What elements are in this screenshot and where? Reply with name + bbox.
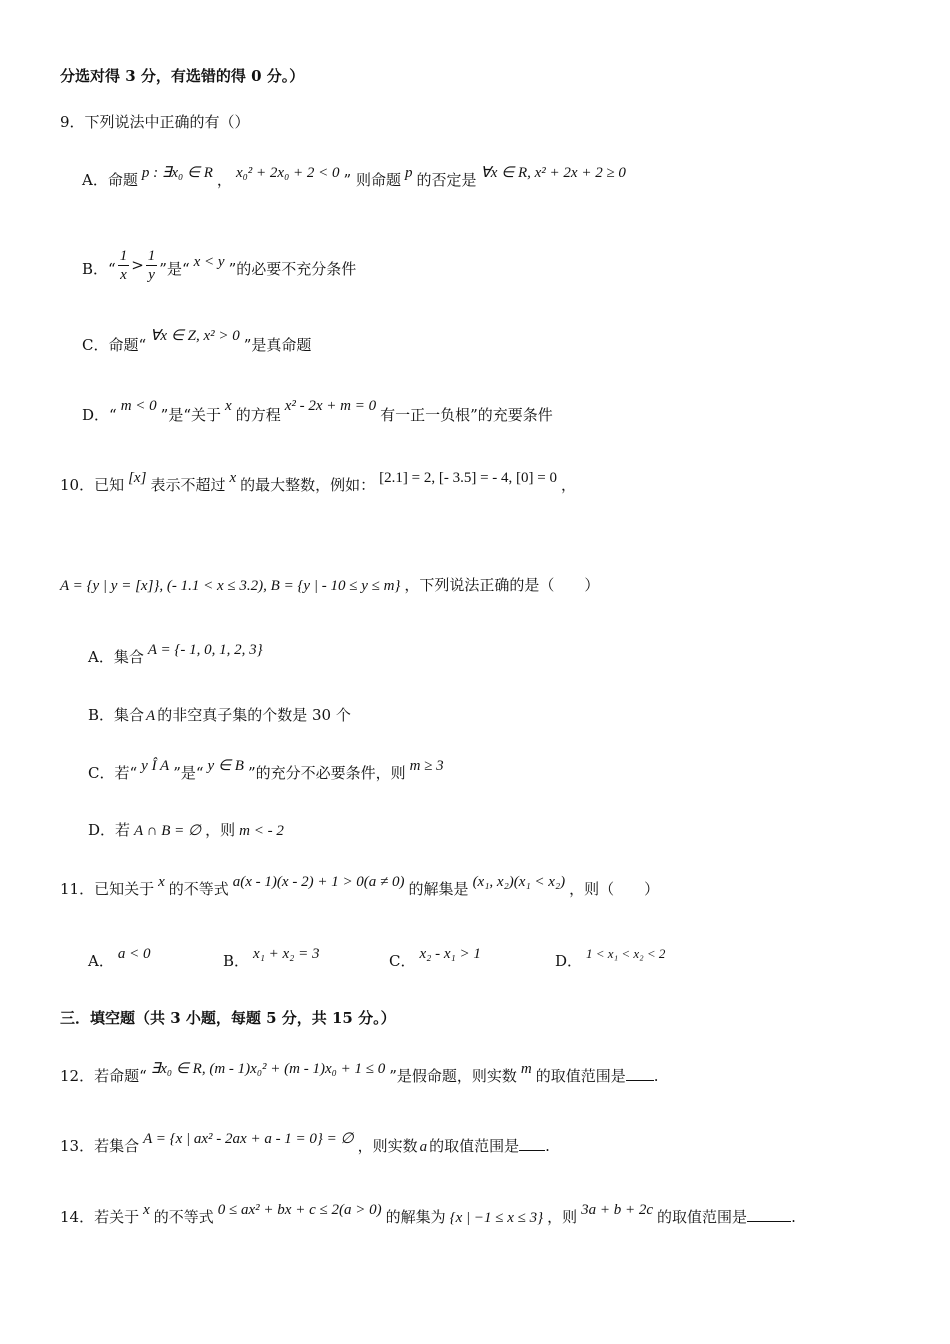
q14-math-ineq: 0 ≤ ax² + bx + c ≤ 2(a > 0)	[217, 1202, 382, 1218]
q11-text3: ，则（ ）	[569, 880, 660, 898]
q9-d-label: D．“	[82, 406, 117, 424]
q14-math-x: x	[143, 1202, 150, 1218]
q9-option-c	[82, 328, 312, 356]
q14-answer-blank[interactable]	[747, 1207, 791, 1222]
q9-d-math-eq: x² - 2x + m = 0	[284, 398, 377, 414]
q10-c-text1: ”是“	[173, 764, 204, 782]
q10-b-label: B．集合	[88, 706, 145, 724]
q10-d-label: D．若	[88, 821, 131, 839]
q12-math-prop: ∃x₀ ∈ R, (m - 1)x₀² + (m - 1)x₀ + 1 ≤ 0	[150, 1061, 386, 1077]
q10-d-math-ab: A ∩ B = ∅	[134, 823, 202, 839]
q14-math-expr: 3a + b + 2c	[581, 1202, 654, 1218]
q14-math-set: {x | −1 ≤ x ≤ 3}	[449, 1210, 544, 1226]
q14-end: .	[791, 1208, 796, 1226]
q14-stem	[60, 1202, 796, 1228]
q10-c-math-y: y Î A	[141, 758, 170, 774]
q14-text4: 的取值范围是	[657, 1208, 748, 1226]
q9-option-b	[82, 248, 357, 288]
q9-c-math: ∀x ∈ Z, x² > 0	[150, 328, 240, 344]
q10-stem-a: 10．已知	[60, 476, 125, 494]
q10-a-label: A．集合	[88, 648, 144, 666]
q11-option-b	[223, 946, 324, 971]
q11-option-d	[555, 946, 669, 971]
q13-end: .	[545, 1137, 550, 1155]
q9-d-text1: ”是“关于	[160, 406, 222, 424]
q9-b-frac-1	[118, 248, 130, 284]
q10-text1: 表示不超过	[150, 476, 226, 494]
q9-d-text3: 有一正一负根”的充要条件	[380, 406, 553, 424]
q9-b-frac-2	[146, 248, 158, 284]
q10-a-math: A = {- 1, 0, 1, 2, 3}	[147, 642, 263, 658]
q10-c-math-b: y ∈ B	[207, 758, 244, 774]
q14-text3: ，则	[547, 1208, 578, 1226]
q13-text1: ，则实数	[357, 1137, 418, 1155]
q10-b-text1: 的非空真子集的个数是 30 个	[157, 706, 351, 724]
q9-c-label: C．命题“	[82, 336, 147, 354]
q9-a-math-ineq: x₀² + 2x₀ + 2 < 0	[235, 165, 340, 181]
q9-b-num1: 1	[119, 248, 128, 264]
q9-b-text2: ”的必要不充分条件	[228, 260, 357, 278]
q11-math-interval: (x₁, x₂)(x₁ < x₂)	[472, 874, 566, 890]
q11-d-label: D．	[555, 952, 583, 970]
q12-text1: ”是假命题，则实数	[389, 1067, 517, 1085]
q12-text2: 的取值范围是	[535, 1067, 626, 1085]
q10-d-math-m: m < - 2	[239, 823, 284, 839]
q11-b-label: B．	[223, 952, 250, 970]
q9-a-math-p2: p	[404, 165, 413, 181]
q12-end: .	[653, 1067, 659, 1085]
q9-b-math-xy: x < y	[193, 254, 225, 270]
q9-b-text1: ”是“	[159, 260, 190, 278]
q9-option-d	[82, 398, 553, 426]
q11-option-c	[389, 946, 485, 971]
q9-stem: 9．下列说法中正确的有（）	[60, 113, 250, 131]
q12-stem-a: 12．若命题“	[60, 1067, 147, 1085]
q9-a-text3: 的否定是	[416, 171, 477, 189]
q11-math-ineq: a(x - 1)(x - 2) + 1 > 0(a ≠ 0)	[232, 874, 405, 890]
q11-b-math: x₁ + x₂ = 3	[253, 946, 320, 962]
q9-a-math-neg: ∀x ∈ R, x² + 2x + 2 ≥ 0	[480, 165, 626, 181]
q11-a-math: a < 0	[117, 946, 151, 962]
q9-b-gt: >	[131, 256, 144, 274]
q13-answer-blank[interactable]	[519, 1136, 545, 1151]
q9-d-text2: 的方程	[235, 406, 281, 424]
q13-math-a: a	[419, 1139, 428, 1155]
q9-a-text2: ” 则命题	[343, 171, 401, 189]
q9-b-num2: 1	[147, 248, 156, 264]
q11-d-math: 1 < x₁ < x₂ < 2	[586, 946, 666, 961]
q12-math-m: m	[520, 1061, 532, 1077]
q9-c-text1: ”是真命题	[243, 336, 312, 354]
q13-stem-a: 13．若集合	[60, 1137, 140, 1155]
q11-text1: 的不等式	[168, 880, 229, 898]
q11-a-label: A．	[88, 952, 114, 970]
q9-a-label: A．命题	[82, 171, 138, 189]
q10-c-label: C．若“	[88, 764, 138, 782]
q9-d-math-x: x	[225, 398, 232, 414]
q14-text2: 的解集为	[385, 1208, 446, 1226]
q10-math-sets: A = {y | y = [x]}, (- 1.1 < x ≤ 3.2), B = {y | - 10 ≤ y ≤ m}	[60, 578, 401, 594]
q10-text3: ，	[560, 476, 576, 494]
q9-option-a	[82, 165, 630, 191]
q10-option-b	[88, 705, 351, 726]
q13-math-set: A = {x | ax² - 2ax + a - 1 = 0} = ∅	[143, 1131, 354, 1147]
q12-stem	[60, 1061, 659, 1087]
q10-c-math-m: m ≥ 3	[409, 758, 444, 774]
q11-c-label: C．	[389, 952, 416, 970]
q10-c-text2: ”的充分不必要条件，则	[247, 764, 406, 782]
q10-math-floor: [x]	[128, 470, 147, 486]
q10-option-a	[88, 642, 267, 668]
q10-line2-text: ，下列说法正确的是（ ）	[404, 576, 600, 594]
q13-text2: 的取值范围是	[429, 1137, 520, 1155]
q9-a-comma: ，	[216, 171, 232, 189]
q12-answer-blank[interactable]	[626, 1066, 654, 1081]
q10-math-x: x	[229, 470, 237, 486]
q10-option-d	[88, 820, 288, 841]
q13-stem	[60, 1131, 550, 1157]
q9-b-den1: x	[120, 267, 127, 283]
q10-d-text1: ，则	[205, 821, 236, 839]
q11-stem-a: 11．已知关于	[60, 880, 155, 898]
q10-math-examples: [2.1] = 2, [- 3.5] = - 4, [0] = 0	[379, 470, 557, 486]
q11-text2: 的解集是	[408, 880, 469, 898]
q9-a-math-p: p : ∃x₀ ∈ R	[141, 165, 213, 181]
q10-b-math: A	[146, 708, 156, 724]
q11-math-x: x	[158, 874, 165, 890]
section-3-heading: 三．填空题（共 3 小题，每题 5 分，共 15 分。）	[60, 1009, 396, 1027]
q10-option-c	[88, 758, 448, 784]
q11-option-a	[88, 946, 154, 971]
q9-b-label: B．“	[82, 260, 116, 278]
q9-b-den2: y	[148, 267, 155, 283]
q14-text1: 的不等式	[153, 1208, 214, 1226]
q10-stem-line2	[60, 575, 599, 596]
q11-c-math: x₂ - x₁ > 1	[419, 946, 481, 962]
section-note: 分选对得 3 分，有选错的得 0 分。）	[60, 67, 305, 85]
q11-stem	[60, 874, 660, 900]
q10-stem	[60, 470, 576, 496]
q14-stem-a: 14．若关于	[60, 1208, 140, 1226]
q10-text2: 的最大整数，例如：	[240, 476, 376, 494]
q9-d-math-m: m < 0	[120, 398, 157, 414]
